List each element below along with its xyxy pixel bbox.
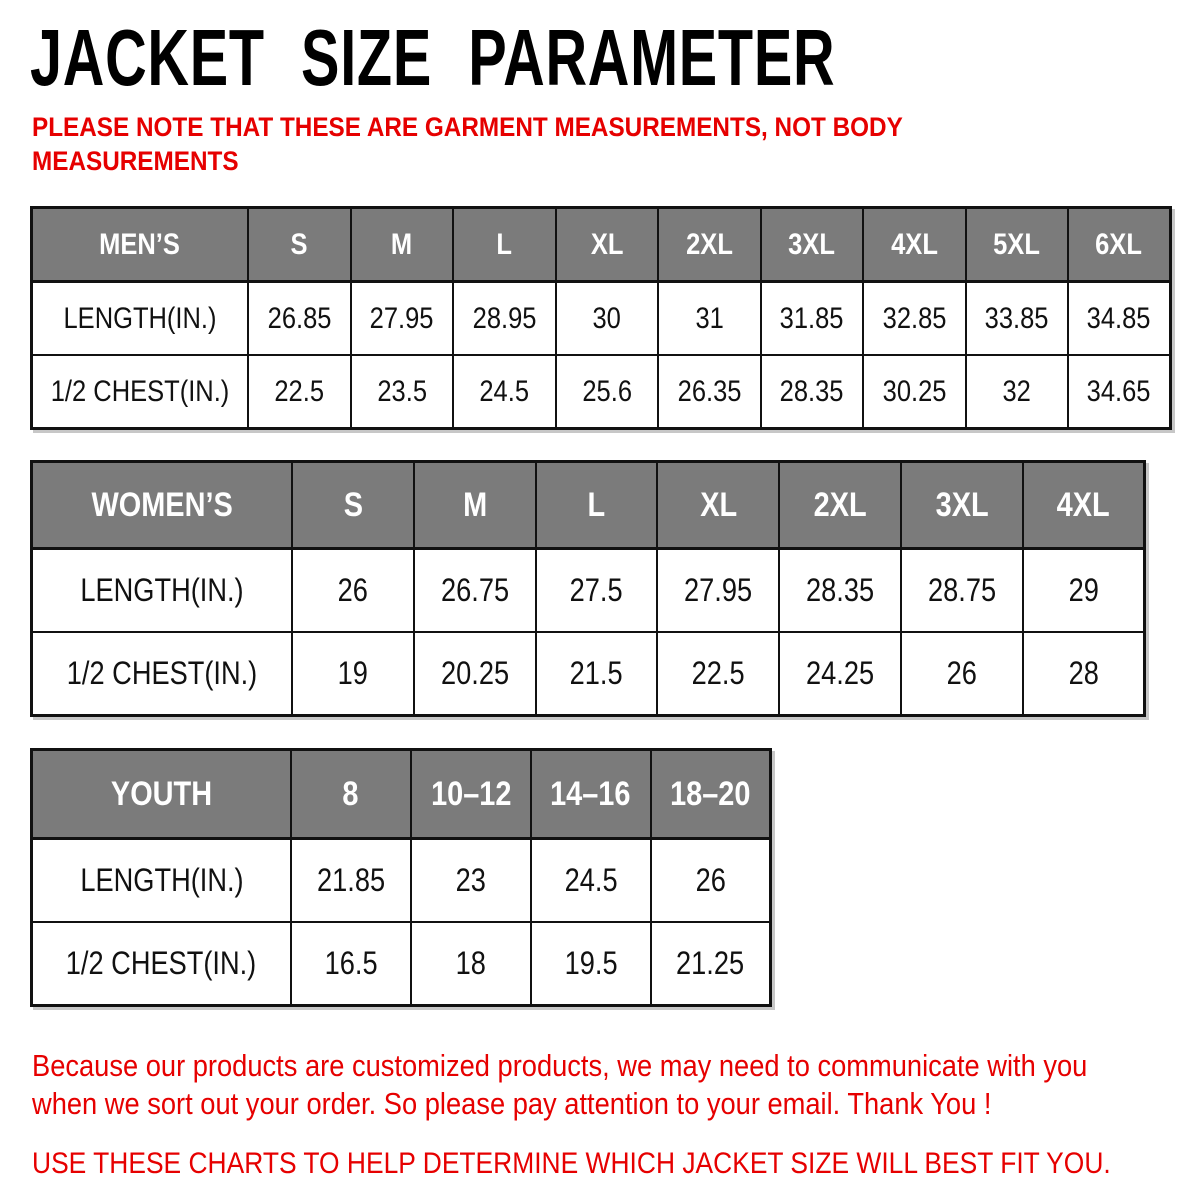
youth-header-row [32,750,771,839]
header-cell-label: S [290,227,308,261]
value-text: 27.95 [369,301,434,335]
value-text: 34.65 [1087,374,1151,408]
header-cell-label: L [496,227,513,261]
value-text: 30 [592,301,621,335]
mens-table-corner-label [32,208,249,282]
mens-size-column-header [351,208,454,282]
youth-table-row [32,839,771,923]
value-cell [292,549,414,633]
womens-size-column-header [414,462,536,549]
mens-table-row [32,282,1171,356]
womens-size-column-header [292,462,414,549]
value-cell [414,549,536,633]
value-cell [651,922,771,1006]
value-cell [1068,355,1171,429]
value-cell [779,549,901,633]
row-label [32,632,293,716]
row-label [32,355,249,429]
value-text: 23.5 [376,374,427,408]
womens-header-row [32,462,1145,549]
womens-table-row [32,632,1145,716]
chart-usage-note [32,1147,1172,1181]
value-cell [1023,549,1145,633]
value-text: 26.85 [267,301,332,335]
row-label [32,922,292,1006]
value-text: 26 [337,572,369,608]
mens-size-column-header [658,208,761,282]
header-cell-label: WOMEN’S [91,485,233,524]
row-label-text: LENGTH(IN.) [63,301,217,335]
value-text: 34.85 [1087,301,1151,335]
value-text: 28.35 [805,572,875,608]
value-cell [863,282,966,356]
value-text: 31.85 [779,301,844,335]
custom-order-note [32,1047,1172,1123]
value-text: 24.5 [479,374,530,408]
value-cell [901,549,1023,633]
youth-table-row [32,922,771,1006]
value-cell [414,632,536,716]
value-text: 31 [695,301,724,335]
value-cell [536,549,658,633]
mens-size-column-header [453,208,556,282]
value-cell [536,632,658,716]
header-cell-label: YOUTH [110,774,213,813]
header-cell-label: M [462,485,487,524]
mens-header-row [32,208,1171,282]
value-cell [531,839,651,923]
value-cell [651,839,771,923]
header-cell-label: 4XL [890,227,938,261]
value-cell [901,632,1023,716]
mens-size-table [30,206,1172,430]
value-cell [351,355,454,429]
value-text: 28 [1068,655,1099,691]
header-cell-label: 5XL [993,227,1041,261]
value-cell [863,355,966,429]
youth-table-corner-label [32,750,292,839]
row-label [32,282,249,356]
value-text: 32.85 [882,301,947,335]
womens-size-column-header [779,462,901,549]
row-label-text: 1/2 CHEST(IN.) [50,374,230,408]
value-cell [248,355,351,429]
value-text: 32 [1002,374,1031,408]
value-cell [292,632,414,716]
header-cell-label: 14–16 [550,774,631,813]
header-cell-label: 3XL [935,485,989,524]
value-text: 19 [337,655,369,691]
header-cell-label: 3XL [788,227,836,261]
header-cell-label: 18–20 [670,774,751,813]
value-cell [291,839,411,923]
value-text: 33.85 [984,301,1049,335]
value-text: 27.95 [684,572,753,608]
womens-size-column-header [901,462,1023,549]
page-title-text: JACKET SIZE PARAMETER [30,13,836,102]
header-cell-label: XL [699,485,737,524]
value-cell [411,839,531,923]
value-text: 21.85 [316,862,385,898]
header-cell-label: 10–12 [430,774,511,813]
womens-size-column-header [1023,462,1145,549]
womens-table-corner-label [32,462,293,549]
chart-usage-note-text: USE THESE CHARTS TO HELP DETERMINE WHICH JACKET SIZE WILL BEST FIT YOU. [32,1147,1111,1180]
mens-size-column-header [1068,208,1171,282]
value-cell [556,355,659,429]
header-cell-label: M [391,227,413,261]
value-text: 27.5 [569,572,623,608]
page-title [30,13,1172,102]
mens-size-column-header [761,208,864,282]
row-label-text: LENGTH(IN.) [79,862,244,898]
header-cell-label: 2XL [813,485,867,524]
youth-size-column-header [291,750,411,839]
value-cell [291,922,411,1006]
value-text: 26 [695,862,726,898]
value-cell [657,549,779,633]
note-line-2: MEASUREMENTS [32,146,239,176]
header-cell-label: 6XL [1095,227,1143,261]
custom-order-note-line-2: when we sort out your order. So please pay attention to your email. Thank You ! [32,1086,992,1121]
value-text: 23 [455,862,486,898]
value-text: 18 [455,945,486,981]
value-cell [453,282,556,356]
womens-size-column-header [536,462,658,549]
header-cell-label: XL [590,227,624,261]
value-cell [761,355,864,429]
value-cell [248,282,351,356]
value-cell [658,355,761,429]
mens-size-column-header [248,208,351,282]
youth-size-column-header [531,750,651,839]
row-label-text: LENGTH(IN.) [80,572,244,608]
value-text: 29 [1068,572,1099,608]
header-cell-label: 8 [342,774,359,813]
mens-size-column-header [966,208,1069,282]
value-text: 22.5 [691,655,745,691]
value-text: 19.5 [564,945,618,981]
header-cell-label: S [343,485,363,524]
value-text: 22.5 [274,374,325,408]
value-cell [1068,282,1171,356]
value-text: 28.75 [927,572,996,608]
garment-measurement-note [32,110,1172,178]
value-cell [531,922,651,1006]
value-cell [556,282,659,356]
value-text: 24.25 [805,655,875,691]
mens-size-column-header [556,208,659,282]
value-cell [411,922,531,1006]
value-cell [779,632,901,716]
womens-size-column-header [657,462,779,549]
value-text: 26 [946,655,977,691]
value-cell [966,282,1069,356]
header-cell-label: 4XL [1056,485,1110,524]
value-text: 26.75 [440,572,509,608]
youth-size-table [30,748,772,1007]
value-text: 24.5 [564,862,618,898]
row-label [32,549,293,633]
value-text: 25.6 [581,374,632,408]
note-line-1: PLEASE NOTE THAT THESE ARE GARMENT MEASUREMENTS, NOT BODY [32,112,903,142]
womens-table-row [32,549,1145,633]
value-text: 26.35 [677,374,742,408]
value-text: 21.25 [676,945,745,981]
value-text: 28.95 [472,301,537,335]
row-label-text: 1/2 CHEST(IN.) [66,655,258,691]
value-text: 30.25 [882,374,947,408]
value-text: 21.5 [569,655,623,691]
value-cell [453,355,556,429]
value-cell [657,632,779,716]
row-label-text: 1/2 CHEST(IN.) [66,945,257,981]
value-text: 28.35 [779,374,844,408]
value-cell [966,355,1069,429]
value-cell [351,282,454,356]
value-cell [761,282,864,356]
value-text: 20.25 [440,655,509,691]
value-cell [1023,632,1145,716]
mens-table-row [32,355,1171,429]
youth-size-column-header [411,750,531,839]
header-cell-label: L [587,485,606,524]
custom-order-note-line-1: Because our products are customized products, we may need to communicate with you [32,1048,1088,1083]
row-label [32,839,292,923]
mens-size-column-header [863,208,966,282]
value-cell [658,282,761,356]
womens-size-table [30,460,1146,717]
header-cell-label: 2XL [685,227,733,261]
youth-size-column-header [651,750,771,839]
header-cell-label: MEN’S [99,227,181,261]
value-text: 16.5 [324,945,378,981]
